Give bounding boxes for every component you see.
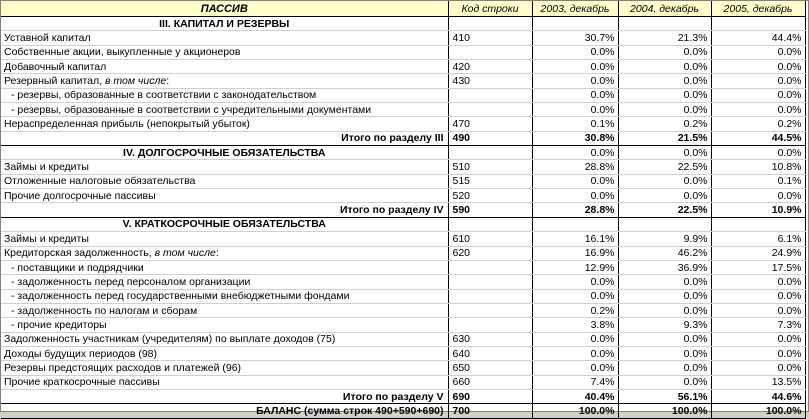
value-2004: 22.5% <box>618 203 711 217</box>
table-row <box>1 60 805 74</box>
header-row <box>1 1 805 17</box>
table-row <box>1 189 805 203</box>
value-2005: 7.3% <box>711 318 805 332</box>
value-2005: 44.4% <box>711 31 805 45</box>
value-2003: 100.0% <box>532 404 618 418</box>
row-label: III. КАПИТАЛ И РЕЗЕРВЫ <box>1 17 448 31</box>
value-2003 <box>532 217 618 231</box>
value-2004: 9.3% <box>618 318 711 332</box>
table-row <box>1 318 805 332</box>
value-2004: 0.0% <box>618 303 711 317</box>
value-2003: 0.0% <box>532 275 618 289</box>
total-row <box>1 389 805 403</box>
row-label-tail: : <box>215 247 219 260</box>
value-2003: 40.4% <box>532 389 618 403</box>
section-row <box>1 217 805 231</box>
row-code <box>448 146 532 160</box>
header-2004: 2004, декабрь <box>618 1 711 17</box>
row-code <box>448 289 532 303</box>
row-code: 590 <box>448 203 532 217</box>
value-2004: 0.0% <box>618 88 711 102</box>
table-row <box>1 375 805 389</box>
value-2005: 6.1% <box>711 232 805 246</box>
row-label: Прочие долгосрочные пассивы <box>1 189 448 203</box>
value-2003: 7.4% <box>532 375 618 389</box>
row-label-text: Резервный капитал, <box>4 75 105 88</box>
row-label: Итого по разделу III <box>1 131 448 145</box>
row-code: 700 <box>448 404 532 418</box>
total-row <box>1 404 805 418</box>
value-2005: 0.0% <box>711 88 805 102</box>
value-2005: 24.9% <box>711 246 805 260</box>
row-label: Добавочный капитал <box>1 60 448 74</box>
table-row <box>1 88 805 102</box>
row-label-italic: в том числе <box>154 247 216 260</box>
value-2005: 10.8% <box>711 160 805 174</box>
value-2004: 0.0% <box>618 375 711 389</box>
row-label: Займы и кредиты <box>1 160 448 174</box>
row-label: Итого по разделу V <box>1 389 448 403</box>
value-2005: 44.5% <box>711 131 805 145</box>
section-row <box>1 17 805 31</box>
value-2003: 0.0% <box>532 289 618 303</box>
table-row <box>1 74 805 88</box>
header-2003: 2003, декабрь <box>532 1 618 17</box>
row-label: - прочие кредиторы <box>1 318 448 332</box>
value-2003: 0.0% <box>532 189 618 203</box>
value-2005: 13.5% <box>711 375 805 389</box>
value-2003: 0.1% <box>532 117 618 131</box>
value-2004: 0.0% <box>618 174 711 188</box>
value-2004: 0.0% <box>618 189 711 203</box>
row-code: 510 <box>448 160 532 174</box>
row-code <box>448 275 532 289</box>
value-2003: 3.8% <box>532 318 618 332</box>
value-2003: 0.0% <box>532 74 618 88</box>
value-2005: 0.0% <box>711 45 805 59</box>
value-2004: 0.0% <box>618 346 711 360</box>
row-label: БАЛАНС (сумма строк 490+590+690) <box>1 404 448 418</box>
row-label: - поставщики и подрядчики <box>1 260 448 274</box>
value-2004: 0.0% <box>618 275 711 289</box>
value-2004: 0.0% <box>618 45 711 59</box>
row-label: Уставной капитал <box>1 31 448 45</box>
value-2003: 0.0% <box>532 361 618 375</box>
table-row <box>1 31 805 45</box>
value-2004: 100.0% <box>618 404 711 418</box>
row-label: - резервы, образованные в соответствии с учредительными документами <box>1 103 448 117</box>
section-row <box>1 146 805 160</box>
liabilities-table <box>1 1 806 419</box>
row-label-text: Кредиторская задолженность, <box>4 247 155 260</box>
value-2003: 28.8% <box>532 160 618 174</box>
row-code: 620 <box>448 246 532 260</box>
row-code <box>448 260 532 274</box>
value-2004: 56.1% <box>618 389 711 403</box>
row-code: 410 <box>448 31 532 45</box>
row-code: 515 <box>448 174 532 188</box>
value-2005: 0.0% <box>711 346 805 360</box>
row-code <box>448 303 532 317</box>
table-row <box>1 346 805 360</box>
value-2004: 0.0% <box>618 103 711 117</box>
value-2005: 100.0% <box>711 404 805 418</box>
row-code <box>448 88 532 102</box>
value-2003: 0.0% <box>532 174 618 188</box>
row-label-italic: в том числе <box>104 75 167 88</box>
value-2003: 0.0% <box>532 60 618 74</box>
value-2005: 10.9% <box>711 203 805 217</box>
table-row <box>1 260 805 274</box>
table-row <box>1 332 805 346</box>
value-2005: 0.0% <box>711 103 805 117</box>
value-2005: 0.0% <box>711 332 805 346</box>
row-label: Задолженность участникам (учредителям) по выплате доходов (75) <box>1 332 448 346</box>
value-2004: 0.0% <box>618 332 711 346</box>
value-2005: 0.0% <box>711 146 805 160</box>
value-2005: 0.1% <box>711 174 805 188</box>
row-label: - задолженность перед государственными внебюджетными фондами <box>1 289 448 303</box>
value-2005: 0.0% <box>711 189 805 203</box>
value-2004 <box>618 17 711 31</box>
row-label: - резервы, образованные в соответствии с законодательством <box>1 88 448 102</box>
value-2005: 0.0% <box>711 303 805 317</box>
value-2005 <box>711 217 805 231</box>
row-label: Займы и кредиты <box>1 232 448 246</box>
table-row <box>1 117 805 131</box>
row-code: 520 <box>448 189 532 203</box>
row-label: Нераспределенная прибыль (непокрытый убыток) <box>1 117 448 131</box>
row-code <box>448 17 532 31</box>
value-2004: 36.9% <box>618 260 711 274</box>
value-2004: 0.0% <box>618 60 711 74</box>
value-2004: 21.5% <box>618 131 711 145</box>
table-row <box>1 289 805 303</box>
value-2003: 0.0% <box>532 103 618 117</box>
table-row <box>1 174 805 188</box>
value-2003 <box>532 17 618 31</box>
row-label: Прочие краткосрочные пассивы <box>1 375 448 389</box>
row-label: - задолженность перед персоналом организации <box>1 275 448 289</box>
row-label <box>1 74 448 88</box>
row-label: Собственные акции, выкупленные у акционеров <box>1 45 448 59</box>
value-2004: 22.5% <box>618 160 711 174</box>
row-code <box>448 45 532 59</box>
row-code: 660 <box>448 375 532 389</box>
table-row <box>1 275 805 289</box>
value-2003: 0.0% <box>532 88 618 102</box>
value-2005: 0.0% <box>711 275 805 289</box>
value-2005 <box>711 17 805 31</box>
value-2005: 0.0% <box>711 361 805 375</box>
value-2003: 30.8% <box>532 131 618 145</box>
table-row <box>1 303 805 317</box>
value-2004: 9.9% <box>618 232 711 246</box>
value-2004: 46.2% <box>618 246 711 260</box>
value-2003: 0.2% <box>532 303 618 317</box>
value-2004: 0.0% <box>618 361 711 375</box>
value-2003: 0.0% <box>532 346 618 360</box>
value-2003: 16.1% <box>532 232 618 246</box>
total-row <box>1 131 805 145</box>
value-2005: 0.2% <box>711 117 805 131</box>
value-2003: 0.0% <box>532 45 618 59</box>
table-row <box>1 246 805 260</box>
value-2005: 0.0% <box>711 74 805 88</box>
row-label: Доходы будущих периодов (98) <box>1 346 448 360</box>
row-label: - задолженность по налогам и сборам <box>1 303 448 317</box>
value-2005: 44.6% <box>711 389 805 403</box>
table-row <box>1 45 805 59</box>
header-2005: 2005, декабрь <box>711 1 805 17</box>
value-2004: 0.0% <box>618 289 711 303</box>
value-2004 <box>618 217 711 231</box>
value-2004: 21.3% <box>618 31 711 45</box>
row-label: V. КРАТКОСРОЧНЫЕ ОБЯЗАТЕЛЬСТВА <box>1 217 448 231</box>
value-2003: 12.9% <box>532 260 618 274</box>
row-label-tail: : <box>166 75 170 88</box>
value-2004: 0.0% <box>618 74 711 88</box>
value-2005: 0.0% <box>711 289 805 303</box>
value-2003: 0.0% <box>532 146 618 160</box>
row-code: 640 <box>448 346 532 360</box>
value-2003: 0.0% <box>532 332 618 346</box>
value-2005: 17.5% <box>711 260 805 274</box>
row-code <box>448 318 532 332</box>
table-row <box>1 103 805 117</box>
row-label: Итого по разделу IV <box>1 203 448 217</box>
total-row <box>1 203 805 217</box>
table-row <box>1 232 805 246</box>
value-2003: 16.9% <box>532 246 618 260</box>
value-2004: 0.2% <box>618 117 711 131</box>
row-code <box>448 103 532 117</box>
row-label: Отложенные налоговые обязательства <box>1 174 448 188</box>
row-code: 470 <box>448 117 532 131</box>
header-passive: ПАССИВ <box>1 1 448 17</box>
row-label <box>1 246 448 260</box>
value-2003: 30.7% <box>532 31 618 45</box>
row-label: Резервы предстоящих расходов и платежей (96) <box>1 361 448 375</box>
row-code: 420 <box>448 60 532 74</box>
row-code <box>448 217 532 231</box>
table-row <box>1 361 805 375</box>
value-2005: 0.0% <box>711 60 805 74</box>
row-label: IV. ДОЛГОСРОЧНЫЕ ОБЯЗАТЕЛЬСТВА <box>1 146 448 160</box>
header-line-code: Код строки <box>448 1 532 17</box>
row-code: 610 <box>448 232 532 246</box>
table-row <box>1 160 805 174</box>
value-2004: 0.0% <box>618 146 711 160</box>
row-code: 490 <box>448 131 532 145</box>
value-2003: 28.8% <box>532 203 618 217</box>
row-code: 430 <box>448 74 532 88</box>
row-code: 650 <box>448 361 532 375</box>
row-code: 690 <box>448 389 532 403</box>
row-code: 630 <box>448 332 532 346</box>
